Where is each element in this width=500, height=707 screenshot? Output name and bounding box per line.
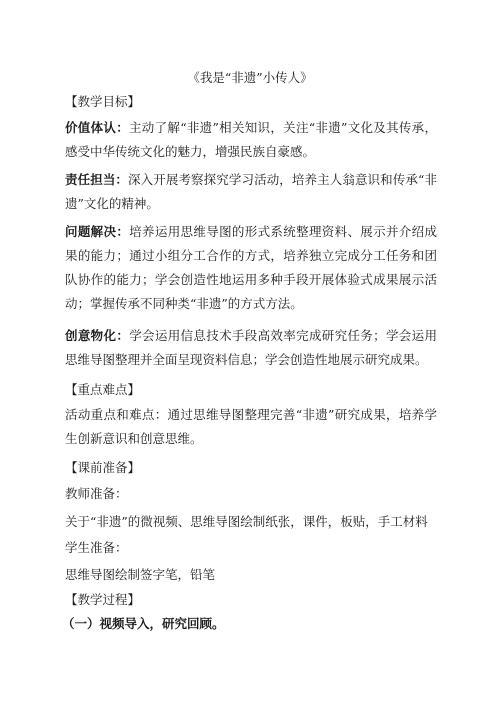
process-step-1: （一）视频导入，研究回顾。 <box>62 616 225 631</box>
goal-problem-solving-label: 问题解决： <box>65 224 130 239</box>
goal-creativity-label: 创意物化： <box>65 328 130 343</box>
teacher-prep-label: 教师准备： <box>65 486 128 501</box>
teacher-prep-text: 关于“非遗”的微视频、思维导图绘制纸张，课件，板贴，手工材料 <box>65 514 428 529</box>
student-prep-text: 思维导图绘制签字笔，铅笔 <box>65 567 216 582</box>
goal-creativity-text: 学会运用信息技术手段高效率完成研究任务；学会运用思维导图整理并全面呈现资料信息；学会创造性地展示研究成果。 <box>65 328 437 367</box>
key-points-text: 活动重点和难点：通过思维导图整理完善“非遗”研究成果，培养学生创新意识和创意思维。 <box>65 407 437 446</box>
goal-responsibility <box>65 168 437 216</box>
goal-value <box>65 116 437 164</box>
goal-problem-solving-text: 培养运用思维导图的形式系统整理资料、展示并介绍成果的能力；通过小组分工合作的方式，培养独立完成分工任务和团队协作的能力；学会创造性地运用多种手段开展体验式成果展示活动；掌握传承不同种类“非遗”的方式方法。 <box>65 224 437 311</box>
goal-problem-solving <box>65 220 437 316</box>
goals-heading: 【教学目标】 <box>65 94 141 109</box>
goal-value-label: 价值体认： <box>65 120 129 135</box>
process-heading: 【教学过程】 <box>65 592 141 607</box>
key-points-heading: 【重点难点】 <box>65 382 141 397</box>
goal-value-text: 主动了解“非遗”相关知识，关注“非遗”文化及其传承，感受中华传统文化的魅力，增强民族自豪感。 <box>65 120 437 159</box>
goal-responsibility-text: 深入开展考察探究学习活动，培养主人翁意识和传承“非遗”文化的精神。 <box>65 172 437 211</box>
goal-creativity <box>65 324 437 372</box>
document-title: 《我是“非遗”小传人》 <box>187 70 313 85</box>
preparation-heading: 【课前准备】 <box>65 460 141 475</box>
student-prep-label: 学生准备： <box>65 540 128 555</box>
goal-responsibility-label: 责任担当： <box>65 172 129 187</box>
